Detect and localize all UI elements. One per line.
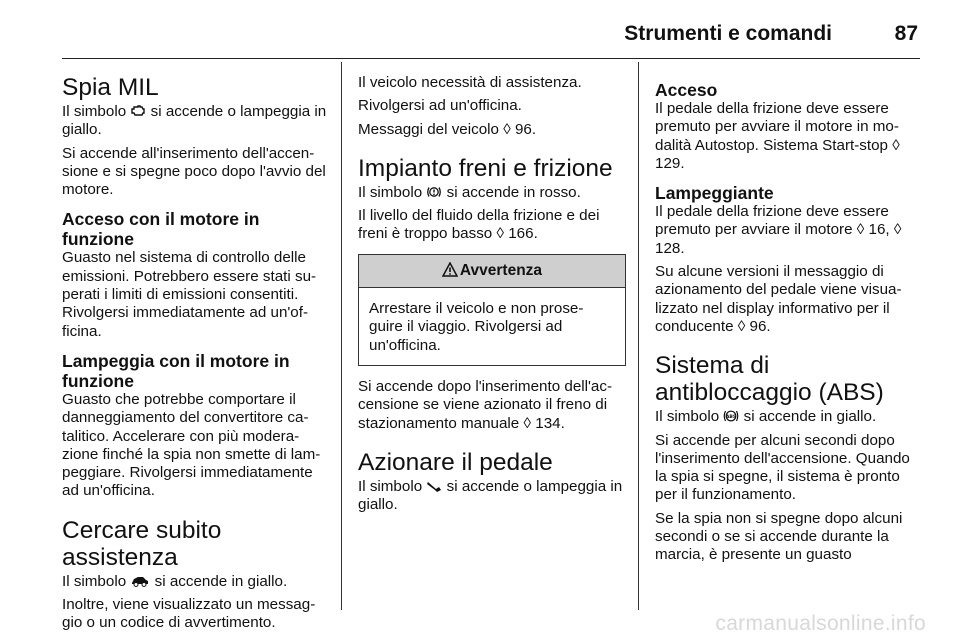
page-ref-icon: ◊ (737, 317, 746, 335)
text: si accende o lampeggia in giallo. (358, 477, 623, 514)
heading-freni-frizione: Impianto freni e frizione (358, 154, 613, 182)
text: Il simbolo (62, 103, 127, 120)
paragraph: Guasto che potrebbe comportare il danneggiamento del convertitore ca-talitico. Accelerare con più modera-zione finché la spia non smette di lam-peggiare. Rivolgersi immediatamente ad un'officina. (62, 390, 321, 500)
column-divider (638, 62, 639, 610)
text: Il pedale della frizione deve essere premuto per avviare il motore in mo-dalità Autostop. Sistema Start-stop (655, 100, 899, 154)
page-ref[interactable]: 96. (514, 120, 537, 138)
text: Il simbolo (358, 183, 423, 201)
page-number: 87 (894, 22, 918, 45)
heading-lampeggiante: Lampeggiante (655, 183, 774, 204)
heading-spia-mil: Spia MIL (62, 74, 159, 101)
paragraph (358, 184, 626, 202)
text: Il simbolo (62, 572, 127, 590)
heading-acceso: Acceso (655, 80, 718, 100)
paragraph: Inoltre, viene visualizzato un messag-gio o un codice di avvertimento. (62, 596, 316, 632)
text: si accende o lampeggia in giallo. (62, 103, 327, 139)
warning-header (359, 255, 625, 288)
paragraph (62, 103, 328, 140)
paragraph: Rivolgersi ad un'officina. (358, 97, 522, 115)
engine-check-icon (130, 104, 146, 118)
paragraph (655, 408, 921, 426)
text: Il livello del fluido della frizione e dei freni è troppo basso (358, 207, 600, 243)
heading-abs: Sistema di antibloccaggio (ABS) (655, 352, 884, 407)
warning-box (358, 254, 626, 366)
warning-text: Arrestare il veicolo e non prose-guire il viaggio. Rivolgersi ad un'officina. (369, 300, 584, 354)
page-ref[interactable]: 134. (535, 414, 565, 432)
text: si accende in rosso. (446, 183, 581, 201)
text: Il simbolo (358, 477, 423, 495)
paragraph (655, 203, 921, 258)
column-1 (62, 62, 328, 638)
paragraph (358, 207, 626, 244)
text: Si accende dopo l'inserimento dell'ac-censione se viene azionato il freno di stazionamento manuale (358, 377, 613, 432)
watermark: carmanualsonline.info (715, 612, 926, 635)
car-service-icon (130, 574, 150, 588)
text: si accende in giallo. (154, 572, 288, 590)
page-ref-icon: ◊ (892, 136, 900, 154)
page-ref[interactable]: 129. (655, 154, 685, 172)
warning-triangle-icon (442, 262, 458, 277)
paragraph (655, 263, 921, 336)
svg-text:ABS: ABS (726, 415, 737, 421)
page-ref-icon: ◊ (893, 221, 902, 239)
paragraph (655, 100, 921, 173)
paragraph: Se la spia non si spegne dopo alcuni secondi o se si accende durante la marcia, è presente un guasto (655, 509, 903, 564)
warning-title: Avvertenza (459, 261, 543, 279)
page-ref-icon: ◊ (503, 120, 511, 138)
page-ref-icon: ◊ (856, 221, 865, 239)
heading-lampeggia: Lampeggia con il motore in funzione (62, 350, 290, 391)
paragraph (62, 573, 328, 591)
page-ref[interactable]: 166. (508, 225, 538, 243)
text: si accende in giallo. (743, 408, 877, 426)
column-3 (655, 62, 921, 570)
paragraph: Si accende per alcuni secondi dopo l'inserimento dell'accensione. Quando la spia si spegne, il sistema è pronto per il funzionamento. (655, 431, 910, 504)
page-ref-icon: ◊ (523, 414, 532, 432)
page-ref[interactable]: 96. (749, 317, 771, 335)
text: Messaggi del veicolo (358, 120, 499, 138)
text: Il simbolo (655, 408, 720, 426)
page-ref[interactable]: 16, (868, 221, 890, 239)
paragraph (358, 121, 626, 139)
column-divider (341, 62, 342, 610)
page-header (62, 14, 920, 59)
text: Il pedale della frizione deve essere premuto per avviare il motore (655, 203, 889, 239)
heading-cercare-assistenza: Cercare subito assistenza (62, 516, 222, 571)
heading-acceso: Acceso con il motore in funzione (62, 209, 260, 250)
clutch-pedal-icon (426, 479, 442, 493)
paragraph: Si accende all'inserimento dell'accen-sione e si spegne poco dopo l'avvio del motore. (62, 144, 326, 199)
heading-azionare-pedale: Azionare il pedale (358, 448, 553, 476)
page-title: Strumenti e comandi (624, 22, 832, 45)
page-ref[interactable]: 128. (655, 239, 685, 257)
column-2 (358, 62, 626, 519)
paragraph (358, 478, 626, 515)
paragraph: Guasto nel sistema di controllo delle emissioni. Potrebbero essere stati su-perati i limiti di emissioni consentiti. Rivolgersi immediatamente ad un'of-ficina. (62, 249, 317, 340)
page-ref-icon: ◊ (496, 225, 504, 243)
paragraph: Il veicolo necessità di assistenza. (358, 74, 582, 91)
text: Su alcune versioni il messaggio di azionamento del pedale viene visua-lizzato nel display informativo per il conducente (655, 263, 902, 335)
paragraph (358, 378, 626, 433)
brake-warning-icon (426, 185, 442, 199)
abs-icon (723, 409, 739, 423)
